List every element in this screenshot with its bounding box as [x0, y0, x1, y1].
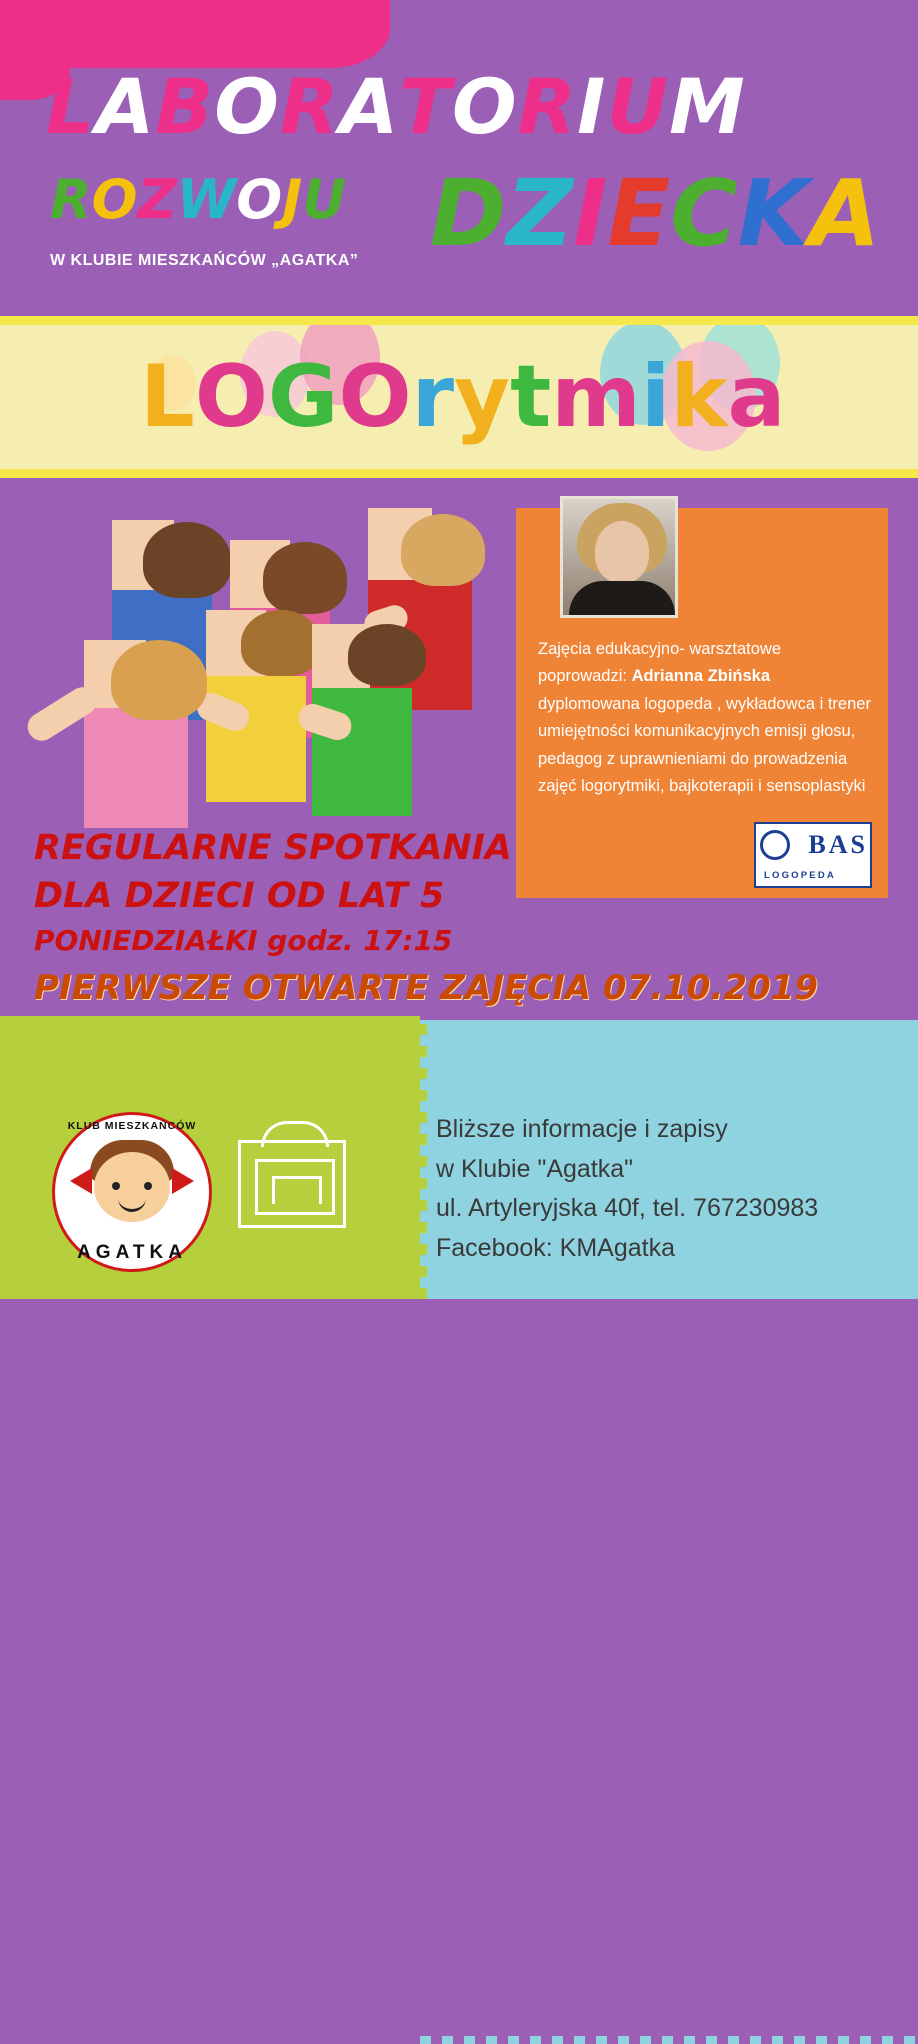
- speaker-desc-rest: dyplomowana logopeda , wykładowca i trener umiejętności komunikacyjnych emisji głosu, pedagog z uprawnieniami do prowadzenia zajęć logorytmiki, bajkoterapii i sensoplastyki: [538, 694, 871, 795]
- title-lab-letter: O: [452, 62, 518, 151]
- banner-title-letter: k: [670, 347, 728, 447]
- banner-title-letter: O: [338, 347, 412, 447]
- title-lab-letter: U: [606, 62, 670, 151]
- title-dziecka-letter: I: [573, 160, 608, 267]
- title-dziecka-letter: E: [607, 160, 671, 267]
- club-agatka-logo: [52, 1112, 212, 1272]
- ism-logo: [238, 1140, 346, 1228]
- page-subtitle-rozwoju: [50, 168, 346, 231]
- open-session-bar: [0, 958, 918, 1024]
- child-figure: [84, 640, 234, 830]
- banner-title-letter: L: [140, 347, 195, 447]
- title-rozwoju-letter: J: [282, 168, 303, 231]
- title-lab-letter: R: [517, 62, 578, 151]
- open-session-text: PIERWSZE OTWARTE ZAJĘCIA 07.10.2019: [34, 968, 818, 1008]
- title-lab-letter: T: [399, 62, 453, 151]
- banner-title: [140, 347, 786, 447]
- title-lab-letter: A: [339, 62, 400, 151]
- title-rozwoju-letter: U: [302, 168, 347, 231]
- title-dziecka-letter: D: [430, 160, 507, 267]
- contact-line: ul. Artyleryjska 40f, tel. 767230983: [436, 1194, 819, 1222]
- child-figure: [312, 624, 462, 824]
- banner-title-letter: y: [454, 347, 511, 447]
- club-logo-top-text: KLUB MIESZKAŃCÓW: [67, 1120, 197, 1132]
- title-lab-letter: M: [669, 62, 746, 151]
- banner-title-letter: a: [727, 347, 786, 447]
- title-lab-letter: O: [214, 62, 280, 151]
- contact-line: Facebook: KMAgatka: [436, 1233, 676, 1262]
- title-rozwoju-letter: Z: [137, 168, 177, 231]
- children-photo: [0, 500, 540, 820]
- title-dziecka-letter: K: [737, 160, 810, 267]
- title-lab-letter: I: [577, 62, 607, 151]
- title-rozwoju-letter: R: [50, 168, 92, 231]
- page-title: [46, 62, 746, 151]
- title-dziecka-letter: Z: [506, 160, 574, 267]
- headline-line-1: REGULARNE SPOTKANIA: [34, 828, 512, 868]
- footer-perforation: [420, 2036, 918, 2044]
- headline-line-3: PONIEDZIAŁKI godz. 17:15: [34, 924, 453, 957]
- title-lab-letter: B: [155, 62, 215, 151]
- bas-logo-sub: LOGOPEDA: [764, 870, 836, 881]
- title-lab-letter: R: [279, 62, 340, 151]
- speaker-card: [516, 508, 888, 898]
- banner-title-letter: m: [551, 347, 641, 447]
- header-section: [0, 0, 918, 312]
- speaker-name: Adrianna Zbińska: [631, 667, 771, 686]
- banner-title-letter: G: [267, 347, 339, 447]
- club-logo-bottom-text: AGATKA: [77, 1242, 187, 1263]
- logorytmika-banner: [0, 316, 918, 478]
- speaker-portrait: [560, 496, 678, 618]
- contact-info: [436, 1110, 906, 1268]
- title-rozwoju-letter: O: [236, 168, 283, 231]
- banner-title-letter: t: [510, 347, 552, 447]
- pink-decoration-shape: [0, 0, 390, 68]
- headline-line-2: DLA DZIECI OD LAT 5: [34, 876, 445, 916]
- title-lab-letter: A: [95, 62, 156, 151]
- banner-title-letter: O: [194, 347, 268, 447]
- title-lab-letter: L: [46, 62, 96, 151]
- title-dziecka-letter: A: [809, 160, 881, 267]
- page-title-dziecka: [430, 160, 880, 267]
- banner-title-letter: r: [411, 347, 455, 447]
- title-rozwoju-letter: O: [91, 168, 138, 231]
- speaker-description: [538, 636, 874, 800]
- speaker-desc-prefix: Zajęcia edukacyjno- warsztatowe poprowadzi:: [538, 640, 782, 686]
- contact-line: Bliższe informacje i zapisy: [436, 1115, 728, 1143]
- bas-logo-main: BAS: [808, 830, 868, 859]
- title-dziecka-letter: C: [670, 160, 738, 267]
- middle-section: [0, 480, 918, 1020]
- contact-line: w Klubie "Agatka": [436, 1154, 634, 1183]
- bas-logo: [754, 822, 872, 888]
- title-rozwoju-letter: W: [176, 168, 237, 231]
- banner-title-letter: i: [640, 347, 671, 447]
- ism-inner-frame: [255, 1159, 335, 1215]
- club-subtitle: W KLUBIE MIESZKAŃCÓW „AGATKA”: [50, 252, 359, 269]
